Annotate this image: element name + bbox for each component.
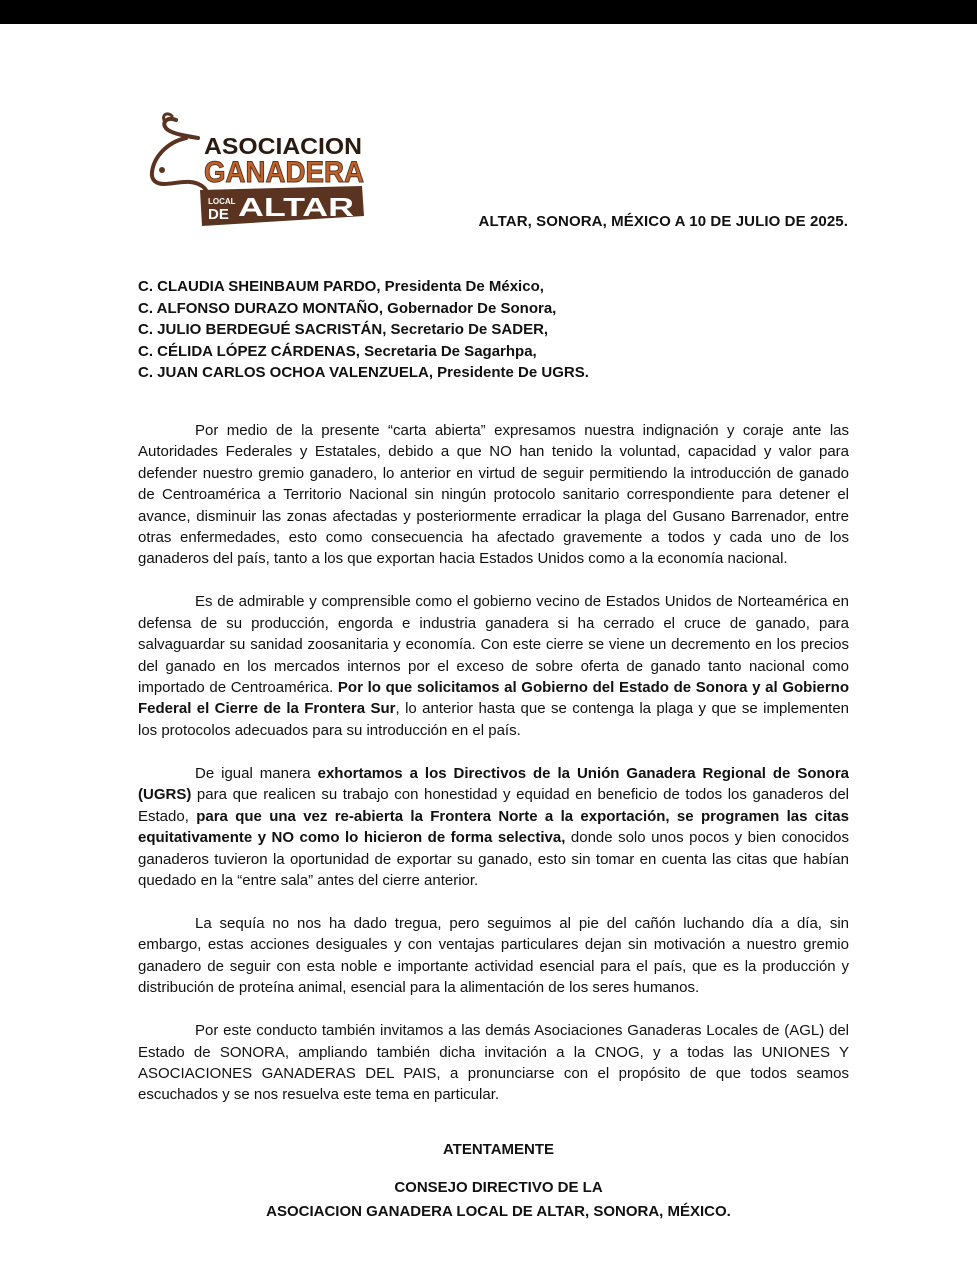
letter-body	[138, 420, 849, 1127]
closing-signature-line-2: ASOCIACION GANADERA LOCAL DE ALTAR, SONORA, MÉXICO.	[266, 1203, 731, 1220]
logo-line-asociacion: ASOCIACION	[204, 133, 362, 159]
cow-head-logo-icon	[146, 112, 368, 230]
paragraph-1: Por medio de la presente “carta abierta” expresamos nuestra indignación y coraje ante las Autoridades Federales y Estatales, debido a que NO han tenido la voluntad, capacidad y valor para defender nuestro gremio ganadero, lo anterior en virtud de seguir permitiendo la introducción de ganado de Centroamérica a Territorio Nacional sin ningún protocolo sanitario correspondiente para detener el avance, disminuir las zonas afectadas y posteriormente erradicar la plaga del Gusano Barrenador, entre otras enfermedades, esto como consecuencia ha afectado gravemente a todos y cada uno de los ganaderos del país, tanto a los que exportan hacia Estados Unidos como a la economía nacional.	[138, 422, 849, 568]
paragraph-3-bold-2: para que una vez re-abierta la Frontera Norte a la exportación, se programen las citas equitativamente y NO como lo hicieron de forma selectiva,	[138, 807, 849, 847]
closing-atentamente: ATENTAMENTE	[442, 1141, 555, 1158]
logo-line-local: LOCAL	[208, 197, 236, 206]
paragraph-3-text-mid: para que realicen su trabajo con honestidad y equidad en beneficio de todos los ganaderos del Estado,	[138, 786, 849, 825]
closing-signature-line-1: CONSEJO DIRECTIVO DE LA	[394, 1179, 603, 1196]
recipient-line: C. CLAUDIA SHEINBAUM PARDO, Presidenta De México,	[138, 278, 544, 295]
paragraph-2-text: Es de admirable y comprensible como el gobierno vecino de Estados Unidos de Norteamérica en defensa de su producción, engorda e industria ganadera si ha cerrado el cruce de ganado, para salvaguardar su sanidad zoosanitaria y economía. Con este cierre se viene un decremento en los precios del ganado en los mercados internos por el exceso de sobre oferta de ganado tanto nacional como importado de Centroamérica.	[138, 593, 849, 697]
recipient-line: C. ALFONSO DURAZO MONTAÑO, Gobernador De Sonora,	[138, 299, 557, 317]
recipient-line: C. JULIO BERDEGUÉ SACRISTÁN, Secretario De SADER,	[138, 321, 549, 338]
recipients-list	[138, 276, 858, 384]
recipient-line: C. JUAN CARLOS OCHOA VALENZUELA, Presidente De UGRS.	[138, 364, 589, 381]
association-logo	[146, 112, 368, 230]
paragraph-3-text-end: donde solo unos pocos y bien conocidos ganaderos tuvieron la oportunidad de exportar su ganado, esto sin tomar en cuenta las citas que habían quedado en la “entre sala” antes del cierre anterior.	[138, 829, 850, 889]
paragraph-5: Por este conducto también invitamos a las demás Asociaciones Ganaderas Locales de (AGL) del Estado de SONORA, ampliando también dicha invitación a la CNOG, y a todas las UNIONES Y ASOCIACIONES GANADERAS DEL PAIS, a pronunciarse con el propósito de que todos seamos escuchados y se nos resuelva este tema en particular.	[138, 1022, 849, 1104]
paragraph-3	[138, 763, 849, 891]
logo-line-ganadera: GANADERA	[204, 156, 364, 189]
paragraph-2-text-end: , lo anterior hasta que se contenga la plaga y que se implementen los protocolos adecuados para su introducción en el país.	[138, 700, 850, 739]
paragraph-3-bold-1: exhortamos a los Directivos de la Unión Ganadera Regional de Sonora (UGRS)	[138, 764, 849, 804]
paragraph-2-bold: Por lo que solicitamos al Gobierno del Estado de Sonora y al Gobierno Federal el Cierre de la Frontera Sur	[138, 679, 849, 718]
paragraph-2	[138, 591, 849, 741]
logo-line-de: DE	[208, 206, 229, 223]
recipient-line: C. CÉLIDA LÓPEZ CÁRDENAS, Secretaria De Sagarhpa,	[138, 342, 537, 360]
paragraph-3-text: De igual manera	[195, 764, 318, 782]
logo-line-altar: ALTAR	[238, 192, 355, 222]
paragraph-4: La sequía no nos ha dado tregua, pero seguimos al pie del cañón luchando día a día, sin embargo, estas acciones desiguales y con ventajas particulares dejan sin motivación a nuestro gremio ganadero de seguir con esta noble e importante actividad esencial para el país, que es la producción y distribución de proteína animal, esencial para la alimentación de los seres humanos.	[138, 914, 849, 997]
dateline: ALTAR, SONORA, MÉXICO A 10 DE JULIO DE 2025.	[478, 213, 848, 230]
top-black-bar	[0, 0, 977, 24]
